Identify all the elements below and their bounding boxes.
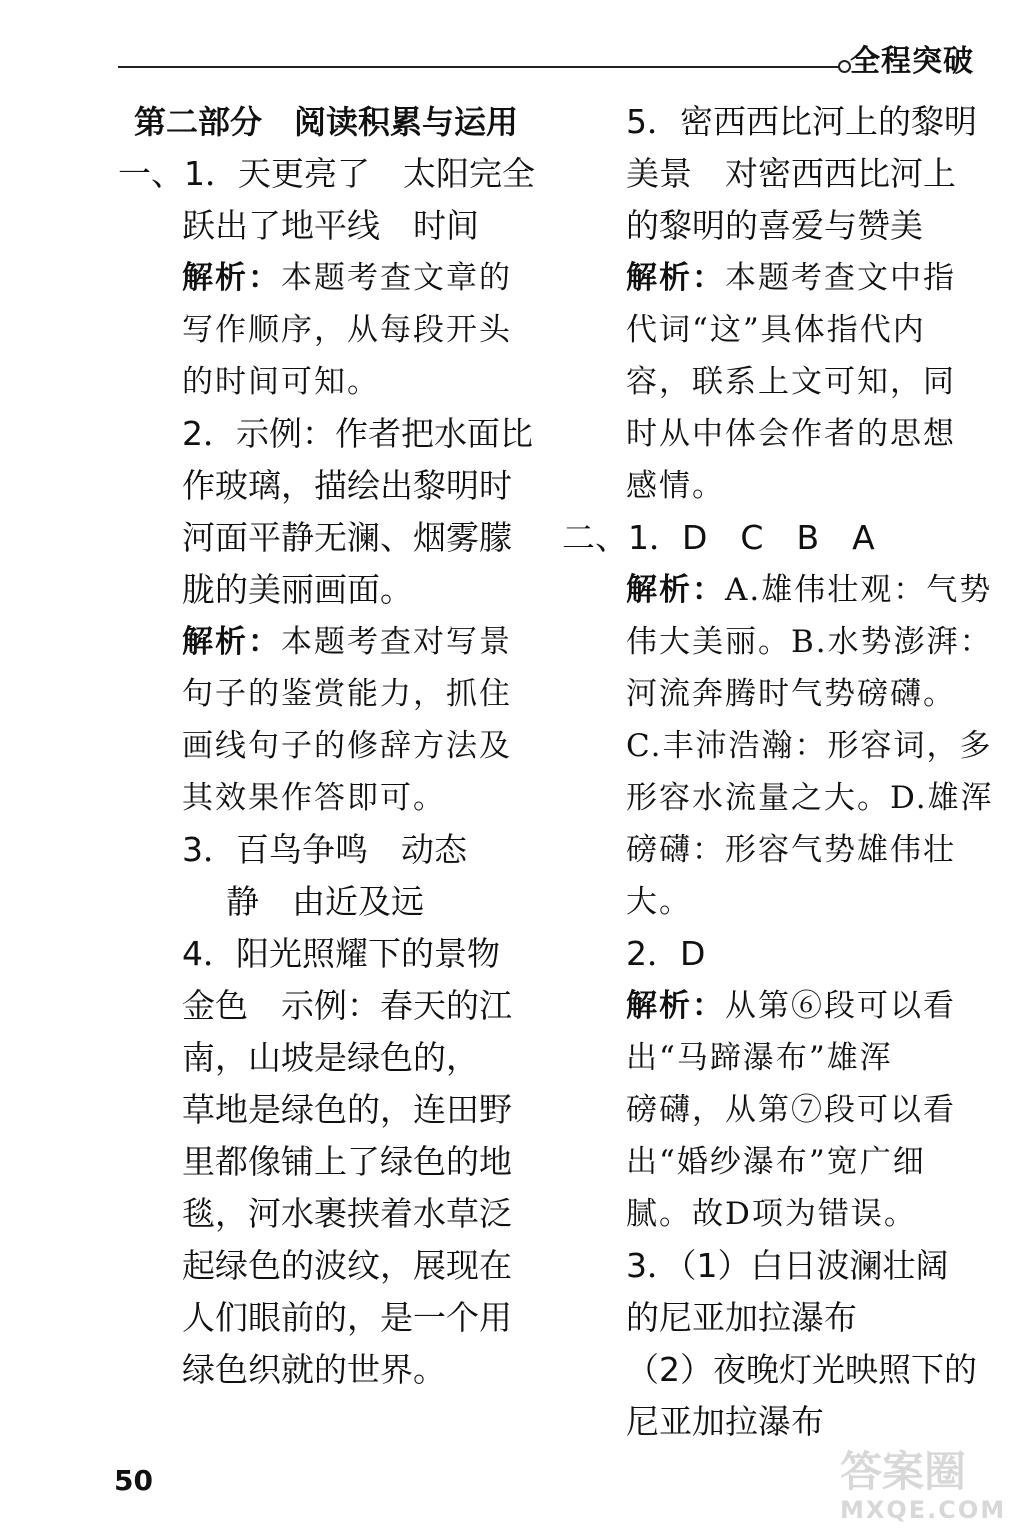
text-line [118, 200, 538, 252]
text-line [562, 512, 982, 564]
text-line [118, 96, 538, 148]
text-line [562, 408, 982, 460]
line-text: 作玻璃，描绘出黎明时 [182, 466, 512, 505]
text-line [562, 772, 994, 824]
text-line [118, 1032, 538, 1084]
text-line [562, 564, 993, 616]
text-line [562, 1396, 982, 1448]
text-line [562, 356, 982, 408]
text-line [118, 1084, 538, 1136]
line-text: 毯，河水裹挟着水草泛 [182, 1194, 512, 1233]
line-text: 容，联系上文可知，同 [626, 364, 956, 400]
line-text: （2）夜晚灯光映照下的 [626, 1350, 977, 1389]
text-line [562, 252, 982, 304]
line-text: 3．（1）白日波澜壮阔 [626, 1246, 949, 1285]
text-line [562, 1292, 982, 1344]
text-line [562, 1344, 982, 1396]
text-line [118, 1240, 538, 1292]
line-text: 2．D [626, 934, 706, 973]
text-line [118, 772, 538, 824]
line-text: 河流奔腾时气势磅礴。 [626, 676, 956, 712]
text-line [118, 252, 538, 304]
text-line [118, 460, 538, 512]
line-text: 画线句子的修辞方法及 [182, 728, 512, 764]
text-line [562, 200, 982, 252]
line-text: 一、1．天更亮了 太阳完全 [118, 154, 535, 193]
line-text: A.雄伟壮观：气势 [725, 572, 993, 608]
line-text: 本题考查对写景 [281, 624, 512, 660]
text-line [562, 1188, 982, 1240]
text-line [562, 96, 982, 148]
text-line [118, 1188, 538, 1240]
line-text: 其效果作答即可。 [182, 780, 446, 816]
line-text: 尼亚加拉瀑布 [626, 1402, 824, 1441]
line-text: 人们眼前的，是一个用 [182, 1298, 512, 1337]
analysis-label: 解析： [626, 988, 725, 1024]
text-line [118, 408, 538, 460]
line-text: 代词“这”具体指代内 [626, 312, 926, 348]
line-text: 静 由近及远 [226, 882, 424, 921]
line-text: 3．百鸟争鸣 动态 [182, 830, 467, 869]
line-text: 磅礴：形容气势雄伟壮 [626, 832, 956, 868]
analysis-label: 解析： [626, 260, 725, 296]
line-text: 伟大美丽。B.水势澎湃： [626, 624, 993, 660]
text-line [118, 616, 538, 668]
line-text: 写作顺序，从每段开头 [182, 312, 512, 348]
line-text: 句子的鉴赏能力，抓住 [182, 676, 512, 712]
line-text: 4．阳光照耀下的景物 [182, 934, 500, 973]
line-text: 二、1．D C B A [562, 518, 875, 557]
text-line [562, 824, 982, 876]
text-line [118, 564, 538, 616]
line-text: 时从中体会作者的思想 [626, 416, 956, 452]
line-text: 胧的美丽画面。 [182, 570, 413, 609]
header-rule [118, 66, 840, 68]
text-line [118, 512, 538, 564]
text-line [118, 1344, 538, 1396]
text-line [562, 148, 982, 200]
line-text: 南，山坡是绿色的， [182, 1038, 479, 1077]
line-text: 里都像铺上了绿色的地 [182, 1142, 512, 1181]
line-text: 形容水流量之大。D.雄浑 [626, 780, 994, 816]
line-text: 磅礴，从第⑦段可以看 [626, 1092, 956, 1128]
watermark-text: 答案圈 [840, 1447, 967, 1496]
analysis-label: 解析： [182, 624, 281, 660]
text-line [562, 980, 982, 1032]
header-title: 全程突破 [850, 44, 974, 79]
left-column [118, 96, 538, 1396]
line-text: 出“婚纱瀑布”宽广细 [626, 1144, 926, 1180]
text-line [118, 980, 538, 1032]
text-line [118, 304, 538, 356]
line-text: 第二部分 阅读积累与运用 [134, 103, 519, 141]
text-line [562, 1032, 982, 1084]
text-line [562, 668, 982, 720]
line-text: 的时间可知。 [182, 364, 380, 400]
text-line [562, 304, 982, 356]
line-text: 的尼亚加拉瀑布 [626, 1298, 857, 1337]
watermark-url: MXQE.COM [840, 1496, 1007, 1524]
analysis-label: 解析： [626, 572, 725, 608]
text-line [118, 824, 538, 876]
text-line [562, 1136, 982, 1188]
line-text: 的黎明的喜爱与赞美 [626, 206, 923, 245]
text-line [118, 876, 538, 928]
text-line [562, 460, 982, 512]
line-text: 感情。 [626, 468, 725, 504]
line-text: 草地是绿色的，连田野 [182, 1090, 512, 1129]
text-line [562, 1240, 982, 1292]
text-line [118, 1136, 538, 1188]
line-text: 绿色织就的世界。 [182, 1350, 446, 1389]
line-text: 美景 对密西西比河上 [626, 154, 956, 193]
line-text: C.丰沛浩瀚：形容词，多 [626, 728, 993, 764]
line-text: 出“马蹄瀑布”雄浑 [626, 1040, 893, 1076]
text-line [118, 356, 538, 408]
line-text: 河面平静无澜、烟雾朦 [182, 518, 512, 557]
text-line [562, 616, 993, 668]
line-text: 本题考查文章的 [281, 260, 512, 296]
text-line [118, 720, 538, 772]
watermark-logo [840, 1447, 1007, 1528]
line-text: 5．密西西比河上的黎明 [626, 102, 977, 141]
line-text: 从第⑥段可以看 [725, 988, 956, 1024]
analysis-label: 解析： [182, 260, 281, 296]
text-line [562, 1084, 982, 1136]
text-line [562, 928, 982, 980]
text-line [562, 720, 993, 772]
line-text: 腻。故D项为错误。 [626, 1196, 917, 1232]
text-line [118, 148, 538, 200]
line-text: 本题考查文中指 [725, 260, 956, 296]
line-text: 跃出了地平线 时间 [182, 206, 479, 245]
page-number: 50 [114, 1464, 153, 1497]
line-text: 金色 示例：春天的江 [182, 986, 512, 1025]
line-text: 2．示例：作者把水面比 [182, 414, 533, 453]
right-column [562, 96, 994, 1448]
text-line [118, 928, 538, 980]
text-line [118, 668, 538, 720]
text-line [118, 1292, 538, 1344]
line-text: 大。 [626, 884, 692, 920]
line-text: 起绿色的波纹，展现在 [182, 1246, 512, 1285]
text-line [562, 876, 982, 928]
